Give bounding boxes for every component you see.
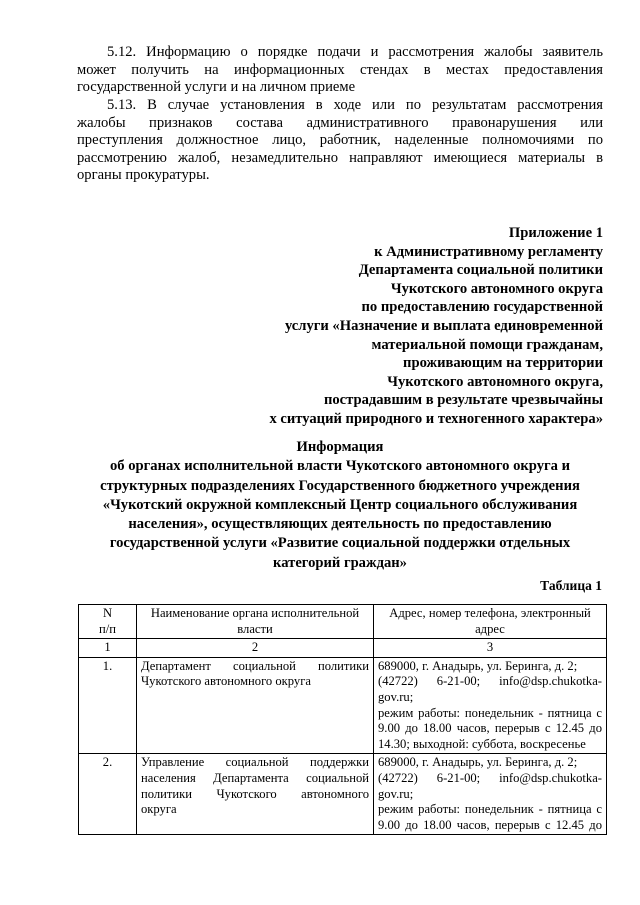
info-line: об органах исполнительной власти Чукотского автономного округа и <box>110 458 570 475</box>
appendix-line: по предоставлению государственной <box>361 299 603 316</box>
agency-name-cell <box>137 754 374 835</box>
appendix-line: услуги «Назначение и выплата единовременной <box>284 317 603 334</box>
agency-name-line: политики Чукотского автономного <box>141 786 369 801</box>
info-line: «Чукотский окружной комплексный Центр социального обслуживания <box>102 496 578 513</box>
appendix-line: материальной помощи гражданам, <box>371 336 603 353</box>
info-line: структурных подразделениях Государственного бюджетного учреждения <box>100 477 580 494</box>
header-text: Наименование органа исполнительной <box>150 606 360 620</box>
column-number: 3 <box>374 639 607 658</box>
header-text: власти <box>237 621 273 636</box>
address-line: 689000, г. Анадырь, ул. Беринга, д. 2; <box>378 658 578 673</box>
section-5-13 <box>77 97 603 185</box>
text-line: государственной услуги и на личном приеме <box>77 79 356 96</box>
appendix-line: Департамента социальной политики <box>358 262 603 279</box>
table-header-row <box>79 605 607 639</box>
agency-name-cell <box>137 657 374 754</box>
header-cell-name <box>137 605 374 639</box>
appendix-line: Чукотского автономного округа <box>390 280 603 297</box>
agency-name-line: Управление социальной поддержки <box>141 755 369 770</box>
header-cell-number <box>79 605 137 639</box>
info-title: Информация <box>296 439 384 455</box>
text-line: может получить на информационных стендах в местах предоставления <box>77 61 603 78</box>
address-line: 9.00 до 18.00 часов, перерыв с 12.45 до <box>378 721 602 736</box>
text-line: 5.13. В случае установления в ходе или по результатам рассмотрения <box>107 97 603 113</box>
row-number: 1. <box>79 657 137 754</box>
appendix-heading <box>183 224 603 429</box>
header-text: Адрес, номер телефона, электронный <box>389 606 591 620</box>
table-row <box>79 754 607 835</box>
appendix-line: к Административному регламенту <box>374 243 603 260</box>
agencies-table <box>78 604 607 835</box>
address-line: 9.00 до 18.00 часов, перерыв с 12.45 до <box>378 817 602 832</box>
text-line: 5.12. Информацию о порядке подачи и рассмотрения жалобы заявитель <box>107 44 603 60</box>
header-text: адрес <box>475 621 505 636</box>
agency-name-line: населения Департамента социальной <box>141 770 369 785</box>
section-5-12 <box>77 44 603 97</box>
agency-name-line: Чукотского автономного округа <box>141 674 311 689</box>
appendix-line: Приложение 1 <box>508 225 603 241</box>
address-line: gov.ru; <box>378 786 414 801</box>
address-cell <box>374 754 607 835</box>
table-caption: Таблица 1 <box>540 578 602 593</box>
address-line: режим работы: понедельник - пятница с <box>378 705 602 720</box>
table-column-numbers-row <box>79 639 607 658</box>
info-heading <box>60 438 620 573</box>
address-line: режим работы: понедельник - пятница с <box>378 802 602 817</box>
info-line: государственной услуги «Развитие социальной поддержки отдельных <box>109 535 571 552</box>
address-line: 689000, г. Анадырь, ул. Беринга, д. 2; <box>378 755 578 770</box>
text-line: рассмотрению жалоб, незамедлительно направляют имеющиеся материалы в <box>77 149 603 166</box>
address-cell <box>374 657 607 754</box>
text-line: преступления должностное лицо, работник, наделенные полномочиями по <box>77 132 603 149</box>
appendix-line: х ситуаций природного и техногенного характера» <box>269 410 603 427</box>
info-line: населения», осуществляющих деятельность по предоставлению <box>128 516 552 533</box>
column-number: 2 <box>137 639 374 658</box>
column-number: 1 <box>79 639 137 658</box>
address-line: (42722) 6-21-00; info@dsp.chukotka- <box>378 770 602 785</box>
address-line: 14.30; выходной: суббота, воскресенье <box>378 736 586 751</box>
header-cell-address <box>374 605 607 639</box>
text-line: органы прокуратуры. <box>77 167 210 184</box>
header-text: N <box>102 606 113 620</box>
agency-name-line: округа <box>141 802 177 817</box>
appendix-line: Чукотского автономного округа, <box>387 373 603 390</box>
table-row <box>79 657 607 754</box>
row-number: 2. <box>79 754 137 835</box>
info-line: категорий граждан» <box>273 554 407 571</box>
agency-name-line: Департамент социальной политики <box>141 658 369 673</box>
text-line: жалобы признаков состава административного правонарушения или <box>77 114 603 131</box>
appendix-line: пострадавшим в результате чрезвычайны <box>323 392 603 409</box>
address-line: gov.ru; <box>378 689 414 704</box>
header-text: п/п <box>99 621 116 636</box>
address-line: (42722) 6-21-00; info@dsp.chukotka- <box>378 674 602 689</box>
appendix-line: проживающим на территории <box>403 355 603 372</box>
